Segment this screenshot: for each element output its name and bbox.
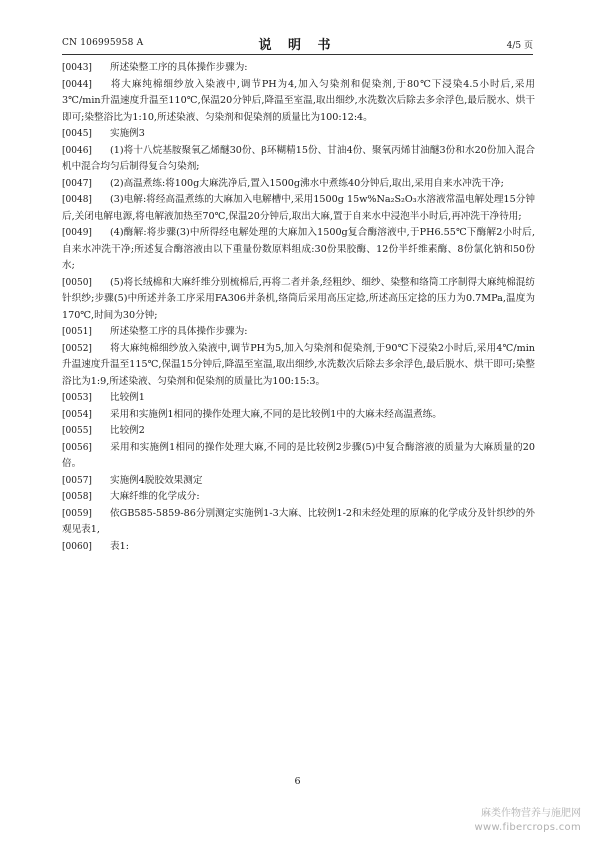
- paragraph-number: [0054]: [62, 409, 92, 420]
- document-body: [62, 60, 535, 555]
- paragraph-number: [0045]: [62, 129, 92, 139]
- paragraph: [62, 275, 535, 325]
- paragraph-number: [0046]: [62, 145, 92, 156]
- paragraph: [62, 192, 535, 225]
- page-header: [62, 36, 533, 52]
- paragraph-number: [0043]: [62, 63, 92, 73]
- paragraph-text: (5)将长绒棉和大麻纤维分别梳棉后,再将二者并条,经粗纱、细纱、染整和络筒工序制得大麻纯棉混纺针织纱;步骤(5)中所述并条工序采用FA306并条机,络筒后采用高压定捻,所述高压定捻的压力为0.7MPa,温度为170℃,时间为30分钟;: [62, 276, 535, 321]
- document-title: 说 明 书: [258, 38, 337, 53]
- paragraph: [62, 126, 535, 143]
- paragraph-number: [0058]: [62, 492, 92, 502]
- paragraph-number: [0052]: [62, 343, 92, 354]
- page-number: 6: [294, 776, 301, 787]
- paragraph-text: 实施例3: [110, 128, 145, 139]
- watermark-url: www.fibercrops.com: [474, 822, 581, 833]
- paragraph: [62, 60, 535, 77]
- paragraph: [62, 423, 535, 440]
- paragraph: [62, 390, 535, 407]
- paragraph: [62, 341, 535, 391]
- paragraph: [62, 539, 535, 556]
- paragraph: [62, 440, 535, 473]
- patent-number: CN 106995958 A: [62, 38, 144, 48]
- paragraph-number: [0044]: [62, 79, 92, 90]
- paragraph-text: (1)将十八烷基胺聚氧乙烯醚30份、β环糊精15份、甘油4份、聚氧丙烯甘油醚3份和水20份加入混合机中混合均匀后制得复合匀染剂;: [62, 144, 535, 172]
- paragraph-text: 将大麻纯棉细纱放入染液中,调节PH为5,加入匀染剂和促染剂,于90℃下浸染2小时后,采用4℃/min升温速度升温至115℃,保温15分钟后,降温至室温,取出细纱,水洗数次后除去多余浮色,最后脱水、烘干即可;染整浴比为1:9,所述染液、匀染剂和促染剂的质量比为100:15:3。: [62, 342, 535, 387]
- paragraph-number: [0050]: [62, 277, 92, 288]
- watermark-title: 麻类作物营养与施肥网: [481, 808, 581, 819]
- site-watermark: [475, 807, 582, 835]
- paragraph: [62, 176, 535, 193]
- paragraph-text: 采用和实施例1相同的操作处理大麻,不同的是比较例1中的大麻未经高温煮练。: [110, 408, 442, 420]
- paragraph: [62, 489, 535, 506]
- paragraph-text: 依GB585-5859-86分别测定实施例1-3大麻、比较例1-2和未经处理的原麻的化学成分及针织纱的外观见表1,: [62, 507, 535, 535]
- paragraph: [62, 225, 535, 275]
- paragraph-text: 所述染整工序的具体操作步骤为:: [110, 62, 248, 73]
- page-reference: 4/5 页: [506, 41, 533, 51]
- paragraph-number: [0059]: [62, 508, 92, 519]
- paragraph: [62, 324, 535, 341]
- paragraph-text: (2)高温煮练:将100g大麻洗净后,置入1500g沸水中煮练40分钟后,取出,采用自来水冲洗干净;: [110, 177, 504, 189]
- paragraph-text: 实施例4脱胶效果测定: [110, 474, 203, 486]
- paragraph-text: 采用和实施例1相同的操作处理大麻,不同的是比较例2步骤(5)中复合酶溶液的质量为大麻质量的20倍。: [62, 441, 535, 469]
- paragraph-number: [0047]: [62, 178, 92, 189]
- paragraph-number: [0060]: [62, 541, 92, 552]
- paragraph-number: [0048]: [62, 195, 92, 205]
- paragraph-text: (4)酶解:将步骤(3)中所得经电解处理的大麻加入1500g复合酶溶液中,于PH6.55℃下酶解2小时后,自来水冲洗干净;所述复合酶溶液由以下重量份数原料组成:30份果胶酶、12份半纤维素酶、8份氯化钠和50份水;: [62, 227, 535, 271]
- paragraph-text: 表1:: [110, 540, 129, 552]
- paragraph-number: [0053]: [62, 393, 92, 403]
- paragraph-number: [0057]: [62, 475, 92, 486]
- paragraph-number: [0049]: [62, 228, 92, 238]
- paragraph-number: [0055]: [62, 426, 92, 436]
- paragraph-number: [0051]: [62, 327, 92, 337]
- paragraph-text: 比较例2: [110, 425, 145, 436]
- paragraph-text: (3)电解:将经高温煮练的大麻加入电解槽中,采用1500g 15w%Na₂S₂O₃水溶液常温电解处理15分钟后,关闭电解电源,将电解液加热至70℃,保温20分钟后,取出大麻,置于自来水中浸泡半小时后,再冲洗干净待用;: [62, 194, 535, 222]
- paragraph: [62, 506, 535, 539]
- paragraph: [62, 473, 535, 490]
- paragraph-text: 所述染整工序的具体操作步骤为:: [110, 326, 248, 337]
- paragraph-number: [0056]: [62, 442, 92, 453]
- paragraph-text: 比较例1: [110, 392, 145, 403]
- header-divider: [62, 54, 533, 55]
- paragraph-text: 大麻纤维的化学成分:: [110, 491, 200, 502]
- paragraph: [62, 143, 535, 176]
- paragraph: [62, 407, 535, 424]
- paragraph: [62, 77, 535, 127]
- paragraph-text: 将大麻纯棉细纱放入染液中,调节PH为4,加入匀染剂和促染剂,于80℃下浸染4.5小时后,采用3℃/min升温速度升温至110℃,保温20分钟后,降温至室温,取出细纱,水洗数次后除去多余浮色,最后脱水、烘干即可;染整浴比为1:10,所述染液、匀染剂和促染剂的质量比为100:12:4。: [62, 78, 535, 123]
